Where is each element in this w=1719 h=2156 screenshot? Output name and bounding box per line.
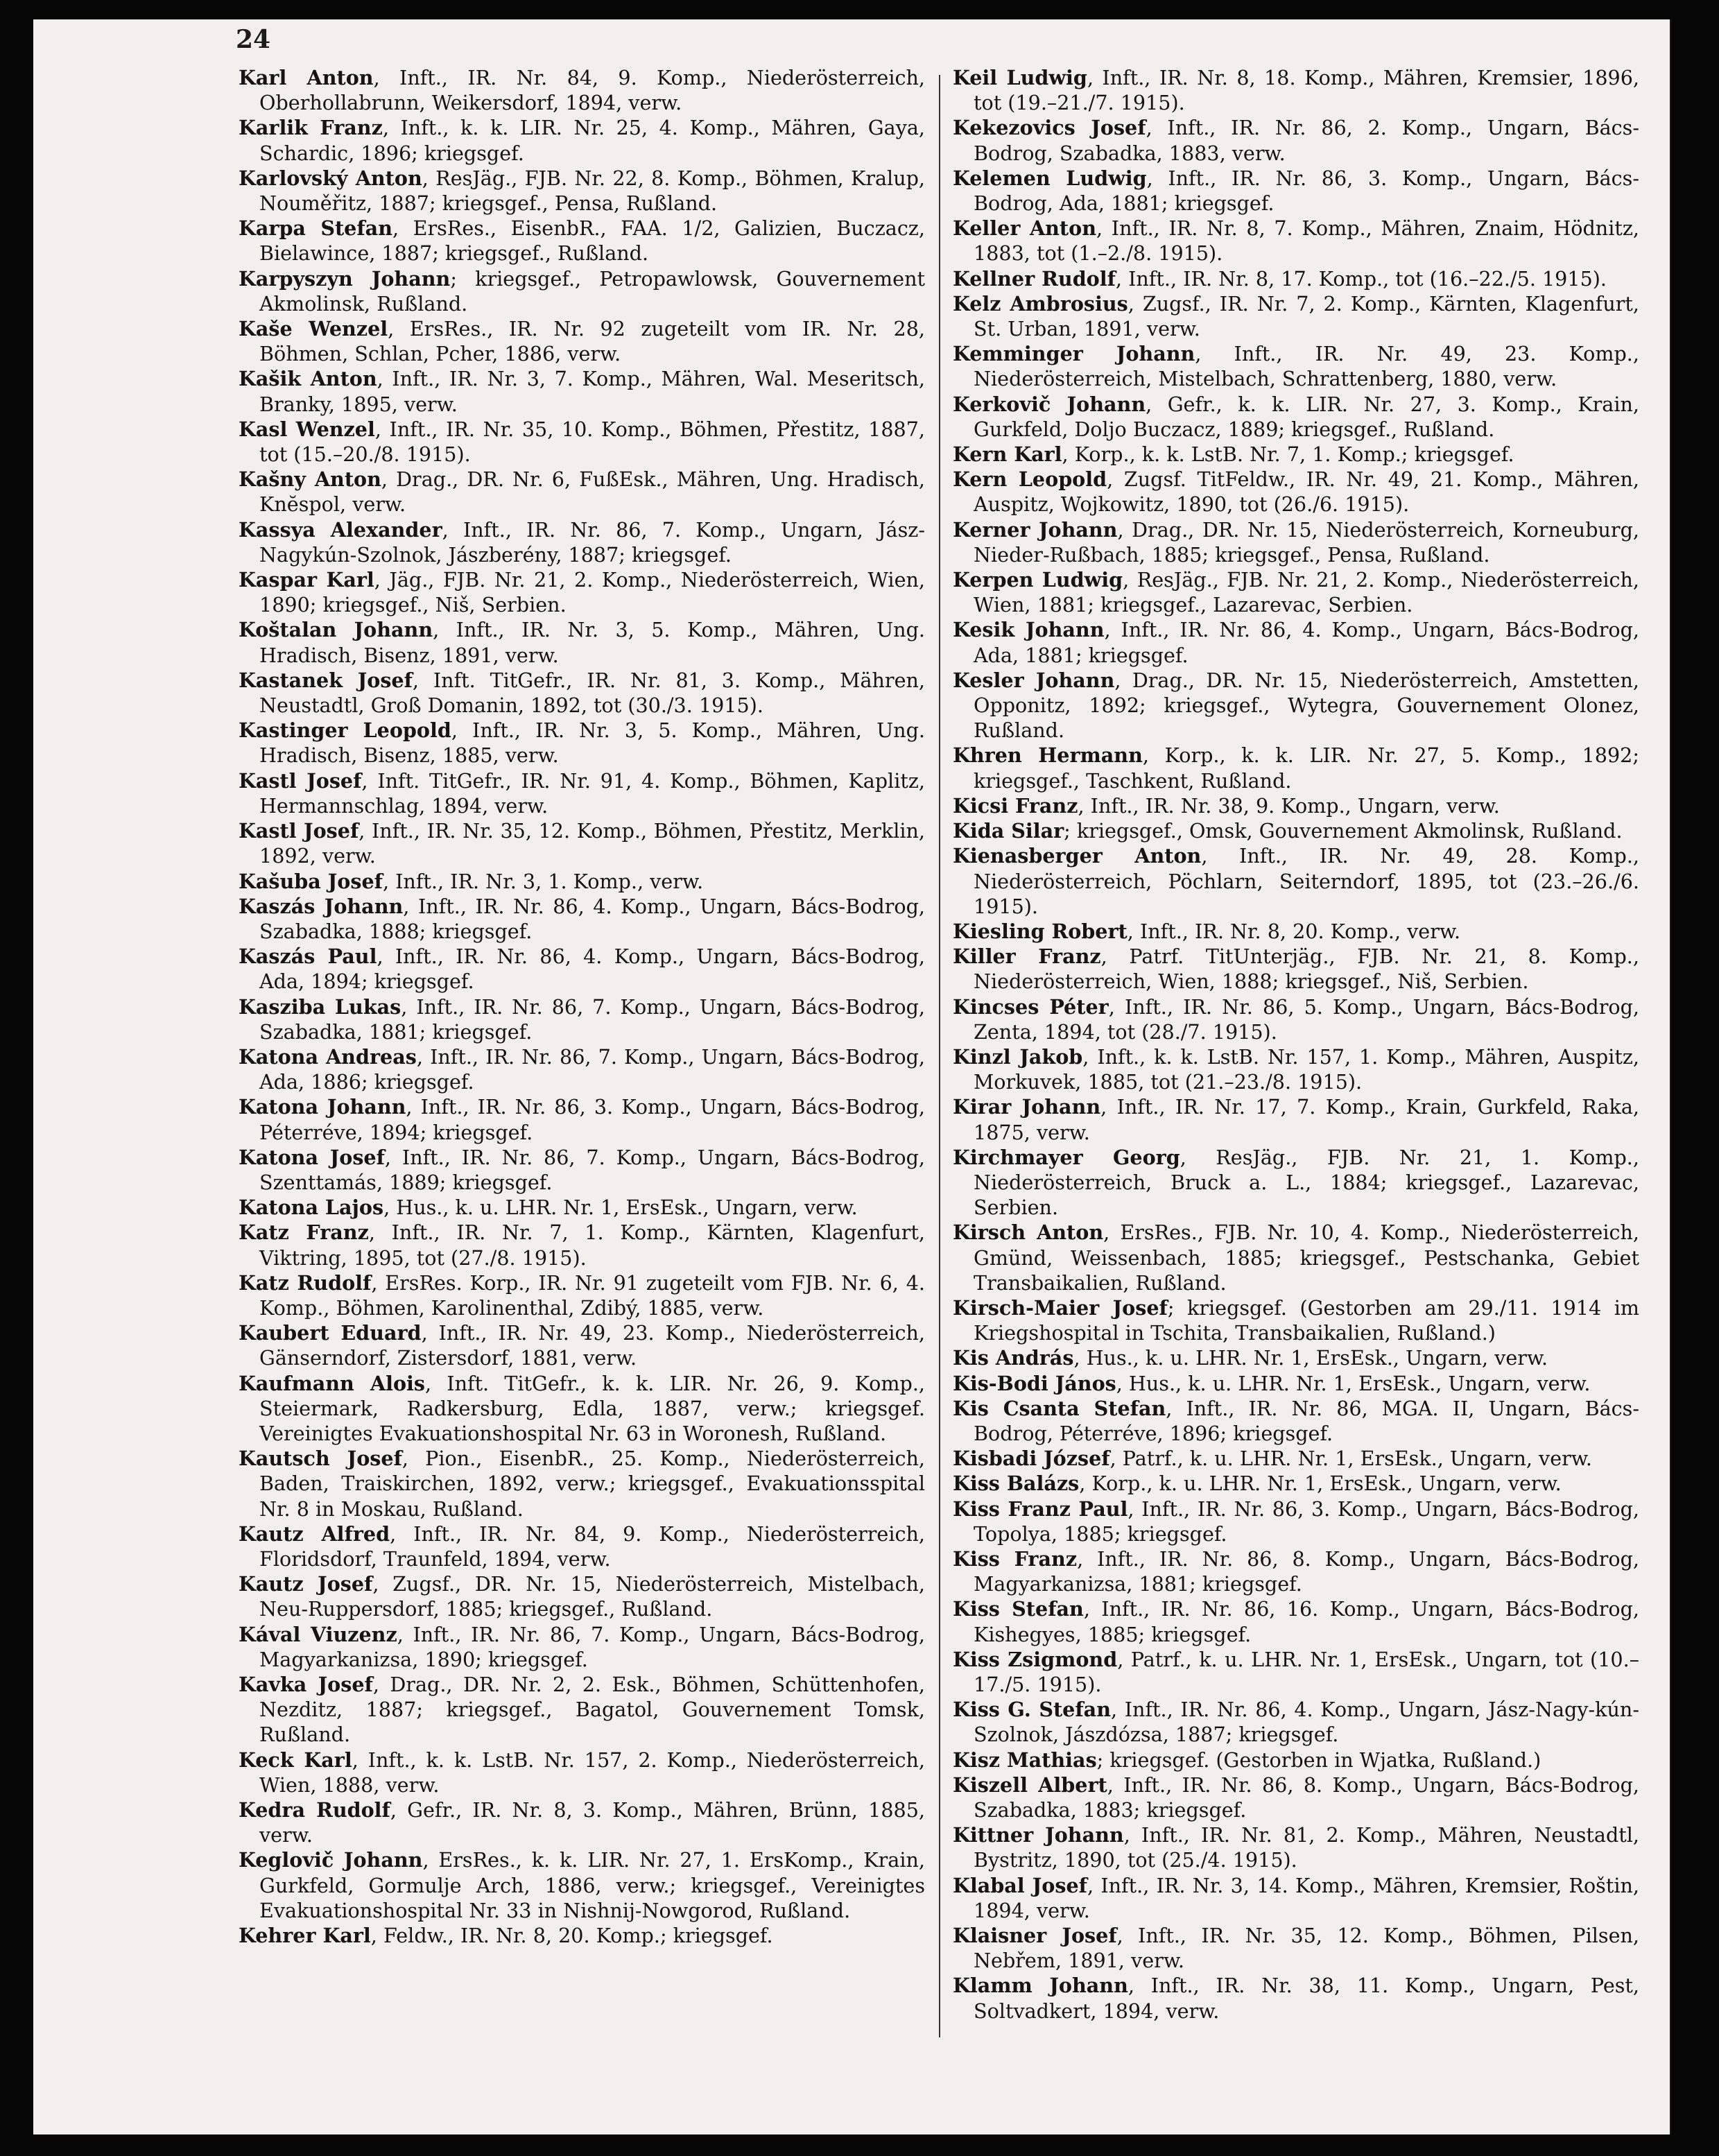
entry-details: , Inft., IR. Nr. 86, 8. Komp., Ungarn, Bács-Bodrog, Magyarkanizsa, 1881; kriegsgef.: [974, 1546, 1639, 1596]
entry-name: Keck Karl: [239, 1748, 352, 1772]
entry-details: , Inft., IR. Nr. 86, 4. Komp., Ungarn, Bács-Bodrog, Ada, 1881; kriegsgef.: [974, 618, 1640, 667]
entry-name: Kida Silar: [953, 819, 1064, 843]
entry-details: , ErsRes., IR. Nr. 92 zugeteilt vom IR. Nr. 28, Böhmen, Schlan, Pcher, 1886, verw.: [259, 317, 925, 366]
entry-details: ; kriegsgef. (Gestorben am 29./11. 1914 im Kriegshospital in Tschita, Transbaikalien, Rußland.): [974, 1295, 1639, 1345]
register-entry: [953, 341, 1639, 391]
entry-name: Kis András: [953, 1346, 1074, 1370]
register-entry: [239, 1446, 925, 1521]
entry-name: Karl Anton: [239, 66, 374, 89]
entry-details: , Inft., IR. Nr. 86, 8. Komp., Ungarn, Bács-Bodrog, Szabadka, 1883; kriegsgef.: [974, 1773, 1639, 1822]
entry-name: Kiss G. Stefan: [953, 1698, 1111, 1722]
entry-details: , Inft., IR. Nr. 7, 1. Komp., Kärnten, Klagenfurt, Viktring, 1895, tot (27./8. 1915).: [259, 1221, 925, 1270]
page-number: 24: [236, 25, 271, 54]
entry-details: , Inft., IR. Nr. 8, 18. Komp., Mähren, Kremsier, 1896, tot (19.–21./7. 1915).: [974, 66, 1639, 115]
entry-details: , Inft., IR. Nr. 86, 3. Komp., Ungarn, Bács-Bodrog, Topolya, 1885; kriegsgef.: [974, 1497, 1639, 1546]
entry-name: Kemminger Johann: [953, 342, 1195, 366]
entry-name: Karpa Stefan: [239, 216, 392, 241]
entry-name: Kittner Johann: [953, 1823, 1124, 1847]
entry-details: , Inft., IR. Nr. 8, 7. Komp., Mähren, Znaim, Hödnitz, 1883, tot (1.–2./8. 1915).: [974, 216, 1639, 266]
entry-details: , Inft., k. k. LstB. Nr. 157, 1. Komp., Mähren, Auspitz, Morkuvek, 1885, tot (21.–23./8. 1915).: [974, 1044, 1639, 1094]
entry-details: ; kriegsgef., Petropawlowsk, Gouvernement Akmolinsk, Rußland.: [259, 266, 925, 316]
entry-name: Kaufmann Alois: [239, 1371, 425, 1395]
register-entry: [239, 1145, 925, 1195]
register-entry: [239, 216, 925, 266]
register-entry: [953, 1697, 1639, 1747]
entry-details: , Inft., IR. Nr. 86, 7. Komp., Ungarn, Jász-Nagykún-Szolnok, Jászberény, 1887; kriegsgef.: [259, 517, 926, 567]
entry-details: , Inft., IR. Nr. 86, 7. Komp., Ungarn, Bács-Bodrog, Ada, 1886; kriegsgef.: [259, 1044, 926, 1094]
entry-details: , Inft., IR. Nr. 86, MGA. II, Ungarn, Bács-Bodrog, Péterréve, 1896; kriegsgef.: [974, 1396, 1639, 1445]
entry-details: , ResJäg., FJB. Nr. 21, 2. Komp., Niederösterreich, Wien, 1881; kriegsgef., Lazarevac, Serbien.: [974, 568, 1639, 617]
entry-name: Karlovský Anton: [239, 166, 422, 190]
register-entry: [953, 291, 1639, 341]
register-entry: [953, 1497, 1639, 1546]
register-entry: [953, 65, 1639, 115]
entry-name: Klabal Josef: [953, 1873, 1087, 1897]
register-entry: [953, 1973, 1639, 2023]
register-entry: [239, 894, 925, 944]
register-entry: [953, 1446, 1639, 1471]
entry-details: , Hus., k. u. LHR. Nr. 1, ErsEsk., Ungarn, verw.: [1073, 1346, 1548, 1370]
entry-name: Klamm Johann: [953, 1974, 1128, 1998]
register-entry: [953, 115, 1639, 165]
entry-name: Kern Leopold: [953, 467, 1107, 492]
register-entry: [953, 919, 1639, 944]
register-entry: [953, 1546, 1639, 1596]
entry-name: Kisbadi József: [953, 1447, 1110, 1471]
register-entry: [239, 1748, 925, 1797]
entry-details: , Korp., k. u. LHR. Nr. 1, ErsEsk., Ungarn, verw.: [1079, 1472, 1562, 1496]
entry-details: , Inft., IR. Nr. 84, 9. Komp., Niederösterreich, Floridsdorf, Traunfeld, 1894, verw.: [259, 1521, 925, 1571]
register-entry: [239, 1044, 925, 1094]
entry-details: ; kriegsgef., Omsk, Gouvernement Akmolinsk, Rußland.: [1064, 819, 1623, 843]
entry-name: Kerner Johann: [953, 517, 1118, 542]
entry-details: , Inft., IR. Nr. 86, 7. Komp., Ungarn, Bács-Bodrog, Szabadka, 1881; kriegsgef.: [259, 994, 925, 1044]
register-entry: [953, 1145, 1639, 1221]
entry-name: Kašik Anton: [239, 367, 377, 391]
entry-details: , Zugsf., IR. Nr. 7, 2. Komp., Kärnten, Klagenfurt, St. Urban, 1891, verw.: [974, 291, 1639, 341]
entry-details: , Gefr., IR. Nr. 8, 3. Komp., Mähren, Brünn, 1885, verw.: [259, 1798, 925, 1847]
register-entry: [953, 1471, 1639, 1496]
register-entry: [239, 818, 925, 868]
entry-details: , Zugsf., DR. Nr. 15, Niederösterreich, Mistelbach, Neu-Ruppersdorf, 1885; kriegsgef., Rußland.: [259, 1572, 925, 1621]
entry-details: , Inft., IR. Nr. 38, 9. Komp., Ungarn, verw.: [1078, 793, 1500, 818]
entry-name: Kiss Franz Paul: [953, 1497, 1128, 1521]
register-entry: [239, 266, 925, 316]
entry-details: , Inft., IR. Nr. 49, 23. Komp., Niederösterreich, Gänserndorf, Zistersdorf, 1881, verw.: [259, 1321, 926, 1370]
entry-details: , Inft., IR. Nr. 35, 12. Komp., Böhmen, Pilsen, Nebřem, 1891, verw.: [974, 1924, 1639, 1973]
entry-details: , Inft., IR. Nr. 81, 2. Komp., Mähren, Neustadtl, Bystritz, 1890, tot (25./4. 1915).: [974, 1823, 1639, 1872]
entry-name: Katona Josef: [239, 1145, 385, 1169]
entry-details: , Inft., IR. Nr. 84, 9. Komp., Niederösterreich, Oberhollabrunn, Weikersdorf, 1894, verw.: [259, 66, 925, 115]
register-entry: [953, 1295, 1639, 1345]
entry-name: Kastl Josef: [239, 768, 362, 793]
entry-name: Kellner Rudolf: [953, 266, 1116, 291]
entry-name: Kautz Alfred: [239, 1521, 390, 1546]
entry-details: , ErsRes., EisenbR., FAA. 1/2, Galizien, Buczacz, Bielawince, 1887; kriegsgef., Rußland.: [259, 216, 925, 266]
entry-name: Kaszás Paul: [239, 945, 377, 969]
register-entry: [953, 1094, 1639, 1144]
entry-details: , Drag., DR. Nr. 15, Niederösterreich, Korneuburg, Nieder-Rußbach, 1885; kriegsgef., Pensa, Rußland.: [974, 517, 1639, 567]
register-entry: [953, 467, 1639, 517]
entry-details: , Gefr., k. k. LIR. Nr. 27, 3. Komp., Krain, Gurkfeld, Doljo Buczacz, 1889; kriegsgef., Rußland.: [974, 392, 1640, 441]
register-entry: [953, 1873, 1639, 1923]
entry-name: Keller Anton: [953, 216, 1096, 241]
entry-name: Keil Ludwig: [953, 66, 1087, 89]
entry-name: Kassya Alexander: [239, 517, 442, 542]
entry-details: ; kriegsgef. (Gestorben in Wjatka, Rußland.): [1096, 1748, 1541, 1772]
register-entry: [239, 718, 925, 768]
register-entry: [239, 1320, 925, 1370]
entry-details: , ErsRes., k. k. LIR. Nr. 27, 1. ErsKomp., Krain, Gurkfeld, Gormulje Arch, 1886, verw.; kriegsgef., Vereinigtes Evakuationshospital Nr. 33 in Nishnij-Nowgorod, Rußland.: [259, 1848, 925, 1922]
entry-name: Kavka Josef: [239, 1673, 373, 1696]
entry-details: , Inft., IR. Nr. 86, 16. Komp., Ungarn, Bács-Bodrog, Kishegyes, 1885; kriegsgef.: [974, 1597, 1640, 1646]
register-entry: [953, 843, 1639, 919]
entry-name: Katz Franz: [239, 1221, 369, 1245]
entry-name: Kis-Bodi János: [953, 1371, 1116, 1395]
register-entry: [239, 1571, 925, 1621]
entry-name: Kirsch Anton: [953, 1221, 1104, 1245]
register-entry: [239, 668, 925, 718]
entry-details: , Drag., DR. Nr. 6, FußEsk., Mähren, Ung. Hradisch, Knĕspol, verw.: [259, 467, 925, 517]
entry-name: Kirar Johann: [953, 1095, 1101, 1119]
entry-details: , Drag., DR. Nr. 2, 2. Esk., Böhmen, Schüttenhofen, Nezditz, 1887; kriegsgef., Bagatol, Gouvernement Tomsk, Rußland.: [259, 1673, 925, 1747]
entry-details: , Inft., k. k. LIR. Nr. 25, 4. Komp., Mähren, Gaya, Schardic, 1896; kriegsgef.: [259, 116, 925, 165]
scan-edge: [1670, 19, 1671, 2135]
entry-details: , Inft., IR. Nr. 86, 7. Komp., Ungarn, Bács-Bodrog, Magyarkanizsa, 1890; kriegsgef.: [259, 1622, 925, 1671]
entry-details: , Inft., IR. Nr. 86, 4. Komp., Ungarn, Bács-Bodrog, Ada, 1894; kriegsgef.: [259, 945, 925, 994]
register-entry: [239, 1094, 925, 1144]
register-entry: [239, 869, 925, 894]
entry-details: , Inft., IR. Nr. 86, 5. Komp., Ungarn, Bács-Bodrog, Zenta, 1894, tot (28./7. 1915).: [974, 994, 1639, 1044]
register-entry: [239, 1797, 925, 1847]
register-entry: [953, 944, 1639, 994]
entry-details: , Inft., IR. Nr. 49, 28. Komp., Niederösterreich, Pöchlarn, Seiterndorf, 1895, tot (23.–26./6. 1915).: [974, 844, 1639, 918]
register-entry: [239, 1672, 925, 1748]
register-entry: [953, 266, 1639, 291]
entry-name: Kiss Stefan: [953, 1597, 1084, 1621]
entry-details: , Inft., IR. Nr. 86, 3. Komp., Ungarn, Bács-Bodrog, Ada, 1881; kriegsgef.: [974, 166, 1639, 216]
right-column: [953, 65, 1639, 2024]
entry-name: Kelz Ambrosius: [953, 291, 1128, 316]
entry-details: , Inft., IR. Nr. 35, 12. Komp., Böhmen, Přestitz, Merklin, 1892, verw.: [259, 819, 925, 868]
entry-details: , Patrf., k. u. LHR. Nr. 1, ErsEsk., Ungarn, tot (10.–17./5. 1915).: [974, 1647, 1639, 1696]
register-entry: [953, 1345, 1639, 1370]
register-entry: [953, 392, 1639, 442]
entry-details: , Jäg., FJB. Nr. 21, 2. Komp., Niederösterreich, Wien, 1890; kriegsgef., Niš, Serbien.: [259, 568, 926, 617]
entry-details: , Patrf. TitUnterjäg., FJB. Nr. 21, 8. Komp., Niederösterreich, Wien, 1888; kriegsgef., Niš, Serbien.: [974, 945, 1639, 994]
entry-name: Kedra Rudolf: [239, 1798, 390, 1822]
entry-details: , Patrf., k. u. LHR. Nr. 1, ErsEsk., Ungarn, verw.: [1109, 1447, 1592, 1471]
entry-details: , Inft., k. k. LstB. Nr. 157, 2. Komp., Niederösterreich, Wien, 1888, verw.: [259, 1748, 925, 1797]
entry-name: Kaszás Johann: [239, 894, 404, 918]
register-entry: [239, 316, 925, 366]
entry-details: , Zugsf. TitFeldw., IR. Nr. 49, 21. Komp., Mähren, Auspitz, Wojkowitz, 1890, tot (26./6. 1915).: [974, 467, 1639, 517]
register-entry: [953, 1220, 1639, 1295]
entry-name: Klaisner Josef: [953, 1924, 1117, 1948]
entry-name: Kesler Johann: [953, 668, 1115, 692]
entry-name: Kiss Franz: [953, 1546, 1078, 1571]
entry-details: , Inft., IR. Nr. 8, 17. Komp., tot (16.–22./5. 1915).: [1115, 266, 1607, 291]
register-entry: [953, 517, 1639, 567]
entry-name: Kiesling Robert: [953, 919, 1128, 943]
register-entry: [953, 1371, 1639, 1396]
register-entry: [953, 793, 1639, 818]
entry-name: Killer Franz: [953, 945, 1101, 969]
entry-name: Kerkovič Johann: [953, 392, 1146, 416]
entry-name: Keglovič Johann: [239, 1848, 423, 1872]
entry-details: , Inft., IR. Nr. 86, 4. Komp., Ungarn, Bács-Bodrog, Szabadka, 1888; kriegsgef.: [259, 894, 925, 943]
register-entry: [239, 1195, 925, 1220]
register-entry: [239, 1270, 925, 1320]
register-entry: [953, 1044, 1639, 1094]
entry-name: Kaše Wenzel: [239, 317, 388, 341]
register-entry: [953, 994, 1639, 1044]
entry-details: , Feldw., IR. Nr. 8, 20. Komp.; kriegsgef.: [370, 1924, 773, 1948]
register-entry: [239, 617, 925, 667]
entry-name: Kinzl Jakob: [953, 1044, 1083, 1069]
register-entry: [239, 1847, 925, 1923]
entry-details: , Inft. TitGefr., IR. Nr. 91, 4. Komp., Böhmen, Kaplitz, Hermannschlag, 1894, verw.: [259, 768, 925, 818]
entry-details: , Inft., IR. Nr. 3, 14. Komp., Mähren, Kremsier, Roštin, 1894, verw.: [974, 1873, 1639, 1922]
register-entry: [239, 366, 925, 416]
register-entry: [239, 1923, 925, 1948]
register-entry: [953, 743, 1639, 793]
entry-name: Kaubert Eduard: [239, 1321, 422, 1345]
register-entry: [239, 417, 925, 467]
entry-details: , Korp., k. k. LstB. Nr. 7, 1. Komp.; kriegsgef.: [1062, 442, 1514, 467]
entry-name: Kisz Mathias: [953, 1748, 1097, 1772]
entry-name: Khren Hermann: [953, 743, 1143, 768]
register-entry: [239, 467, 925, 517]
register-entry: [953, 166, 1639, 216]
entry-name: Kerpen Ludwig: [953, 568, 1123, 592]
document-page: [33, 19, 1671, 2135]
register-entry: [953, 1773, 1639, 1822]
register-entry: [953, 1647, 1639, 1697]
entry-name: Karpyszyn Johann: [239, 266, 451, 291]
entry-name: Katz Rudolf: [239, 1270, 372, 1295]
register-entry: [239, 1220, 925, 1270]
entry-name: Kirchmayer Georg: [953, 1145, 1180, 1169]
entry-name: Kasziba Lukas: [239, 994, 401, 1019]
entry-name: Kašny Anton: [239, 467, 381, 492]
entry-details: , Drag., DR. Nr. 15, Niederösterreich, Amstetten, Opponitz, 1892; kriegsgef., Wytegra, Gouvernement Olonez, Rußland.: [974, 668, 1639, 743]
entry-name: Kern Karl: [953, 442, 1062, 467]
register-entry: [239, 115, 925, 165]
entry-name: Kicsi Franz: [953, 793, 1078, 818]
entry-name: Kirsch-Maier Josef: [953, 1295, 1168, 1320]
entry-name: Katona Andreas: [239, 1044, 417, 1069]
entry-name: Kautsch Josef: [239, 1447, 402, 1471]
entry-name: Kiss Balázs: [953, 1472, 1080, 1496]
register-entry: [239, 994, 925, 1044]
register-entry: [239, 1622, 925, 1672]
register-entry: [239, 567, 925, 617]
entry-name: Kesik Johann: [953, 618, 1105, 642]
register-entry: [239, 1371, 925, 1447]
entry-details: , Inft., IR. Nr. 35, 10. Komp., Böhmen, Přestitz, 1887, tot (15.–20./8. 1915).: [259, 417, 925, 467]
entry-details: , Inft., IR. Nr. 86, 2. Komp., Ungarn, Bács-Bodrog, Szabadka, 1883, verw.: [974, 116, 1639, 165]
entry-name: Kasl Wenzel: [239, 417, 375, 441]
register-entry: [953, 1822, 1639, 1872]
entry-name: Katona Johann: [239, 1095, 406, 1119]
register-entry: [953, 668, 1639, 743]
entry-details: , Inft., IR. Nr. 8, 20. Komp., verw.: [1127, 919, 1461, 943]
entry-details: , Inft., IR. Nr. 86, 4. Komp., Ungarn, Jász-Nagy-kún-Szolnok, Jászdózsa, 1887; kriegsgef.: [974, 1698, 1639, 1747]
register-entry: [239, 166, 925, 216]
entry-name: Kašuba Josef: [239, 869, 383, 893]
register-entry: [953, 818, 1639, 843]
entry-name: Kelemen Ludwig: [953, 166, 1147, 190]
entry-details: , Inft., IR. Nr. 17, 7. Komp., Krain, Gurkfeld, Raka, 1875, verw.: [974, 1095, 1640, 1144]
entry-name: Kaspar Karl: [239, 568, 374, 592]
entry-details: , Inft., IR. Nr. 86, 3. Komp., Ungarn, Bács-Bodrog, Péterréve, 1894; kriegsgef.: [259, 1095, 925, 1144]
entry-details: , Inft. TitGefr., k. k. LIR. Nr. 26, 9. Komp., Steiermark, Radkersburg, Edla, 1887, verw.; kriegsgef. Vereinigtes Evakuationshospital Nr. 63 in Woronesh, Rußland.: [259, 1371, 925, 1445]
entry-details: , Inft. TitGefr., IR. Nr. 81, 3. Komp., Mähren, Neustadtl, Groß Domanin, 1892, tot (30./3. 1915).: [259, 668, 925, 718]
register-entry: [239, 517, 925, 567]
entry-name: Kiszell Albert: [953, 1773, 1107, 1797]
entry-details: , Inft., IR. Nr. 49, 23. Komp., Niederösterreich, Mistelbach, Schrattenberg, 1880, verw.: [974, 342, 1639, 391]
entry-details: , Inft., IR. Nr. 3, 1. Komp., verw.: [382, 869, 704, 893]
entry-name: Kehrer Karl: [239, 1924, 371, 1948]
register-entry: [953, 216, 1639, 266]
entry-name: Kautz Josef: [239, 1572, 373, 1596]
entry-details: , ErsRes., FJB. Nr. 10, 4. Komp., Niederösterreich, Gmünd, Weissenbach, 1885; kriegsgef., Pestschanka, Gebiet Transbaikalien, Rußland.: [974, 1221, 1640, 1295]
entry-details: , ErsRes. Korp., IR. Nr. 91 zugeteilt vom FJB. Nr. 6, 4. Komp., Böhmen, Karolinenthal, Zdibý, 1885, verw.: [259, 1270, 926, 1320]
entry-details: , Hus., k. u. LHR. Nr. 1, ErsEsk., Ungarn, verw.: [1116, 1371, 1591, 1395]
entry-name: Kienasberger Anton: [953, 844, 1202, 868]
entry-details: , Korp., k. k. LIR. Nr. 27, 5. Komp., 1892; kriegsgef., Taschkent, Rußland.: [974, 743, 1639, 793]
register-entry: [953, 567, 1639, 617]
register-entry: [953, 1923, 1639, 1973]
register-entry: [239, 65, 925, 115]
entry-details: , Pion., EisenbR., 25. Komp., Niederösterreich, Baden, Traiskirchen, 1892, verw.; kriegsgef., Evakuationsspital Nr. 8 in Moskau, Rußland.: [259, 1447, 925, 1521]
entry-name: Kastinger Leopold: [239, 718, 451, 743]
register-entry: [953, 1748, 1639, 1773]
entry-name: Kekezovics Josef: [953, 116, 1146, 140]
register-entry: [953, 1396, 1639, 1446]
entry-name: Kastl Josef: [239, 819, 359, 843]
entry-name: Karlik Franz: [239, 116, 383, 140]
entry-details: , Inft., IR. Nr. 3, 7. Komp., Mähren, Wal. Meseritsch, Branky, 1895, verw.: [259, 367, 925, 416]
register-entry: [239, 1521, 925, 1571]
entry-details: , Inft., IR. Nr. 3, 5. Komp., Mähren, Ung. Hradisch, Bisenz, 1891, verw.: [259, 618, 925, 667]
entry-details: , Inft., IR. Nr. 86, 7. Komp., Ungarn, Bács-Bodrog, Szenttamás, 1889; kriegsgef.: [259, 1145, 925, 1194]
entry-name: Kincses Péter: [953, 994, 1109, 1019]
entry-name: Kiss Zsigmond: [953, 1647, 1118, 1671]
entry-details: , Hus., k. u. LHR. Nr. 1, ErsEsk., Ungarn, verw.: [383, 1196, 858, 1220]
entry-name: Katona Lajos: [239, 1196, 384, 1220]
register-entry: [953, 617, 1639, 667]
register-entry: [239, 944, 925, 994]
entry-name: Kával Viuzenz: [239, 1622, 397, 1646]
entry-details: , ResJäg., FJB. Nr. 21, 1. Komp., Niederösterreich, Bruck a. L., 1884; kriegsgef., Lazarevac, Serbien.: [974, 1145, 1639, 1220]
register-entry: [953, 442, 1639, 467]
entry-name: Kastanek Josef: [239, 668, 413, 692]
left-column: [239, 65, 925, 1948]
entry-details: , ResJäg., FJB. Nr. 22, 8. Komp., Böhmen, Kralup, Nouměřitz, 1887; kriegsgef., Pensa, Rußland.: [259, 166, 925, 216]
column-divider: [939, 75, 940, 2037]
register-entry: [239, 768, 925, 818]
entry-name: Koštalan Johann: [239, 618, 433, 642]
entry-details: , Inft., IR. Nr. 38, 11. Komp., Ungarn, Pest, Soltvadkert, 1894, verw.: [974, 1974, 1639, 2023]
entry-details: , Inft., IR. Nr. 3, 5. Komp., Mähren, Ung. Hradisch, Bisenz, 1885, verw.: [259, 718, 925, 768]
register-entry: [953, 1596, 1639, 1646]
entry-name: Kis Csanta Stefan: [953, 1396, 1166, 1420]
